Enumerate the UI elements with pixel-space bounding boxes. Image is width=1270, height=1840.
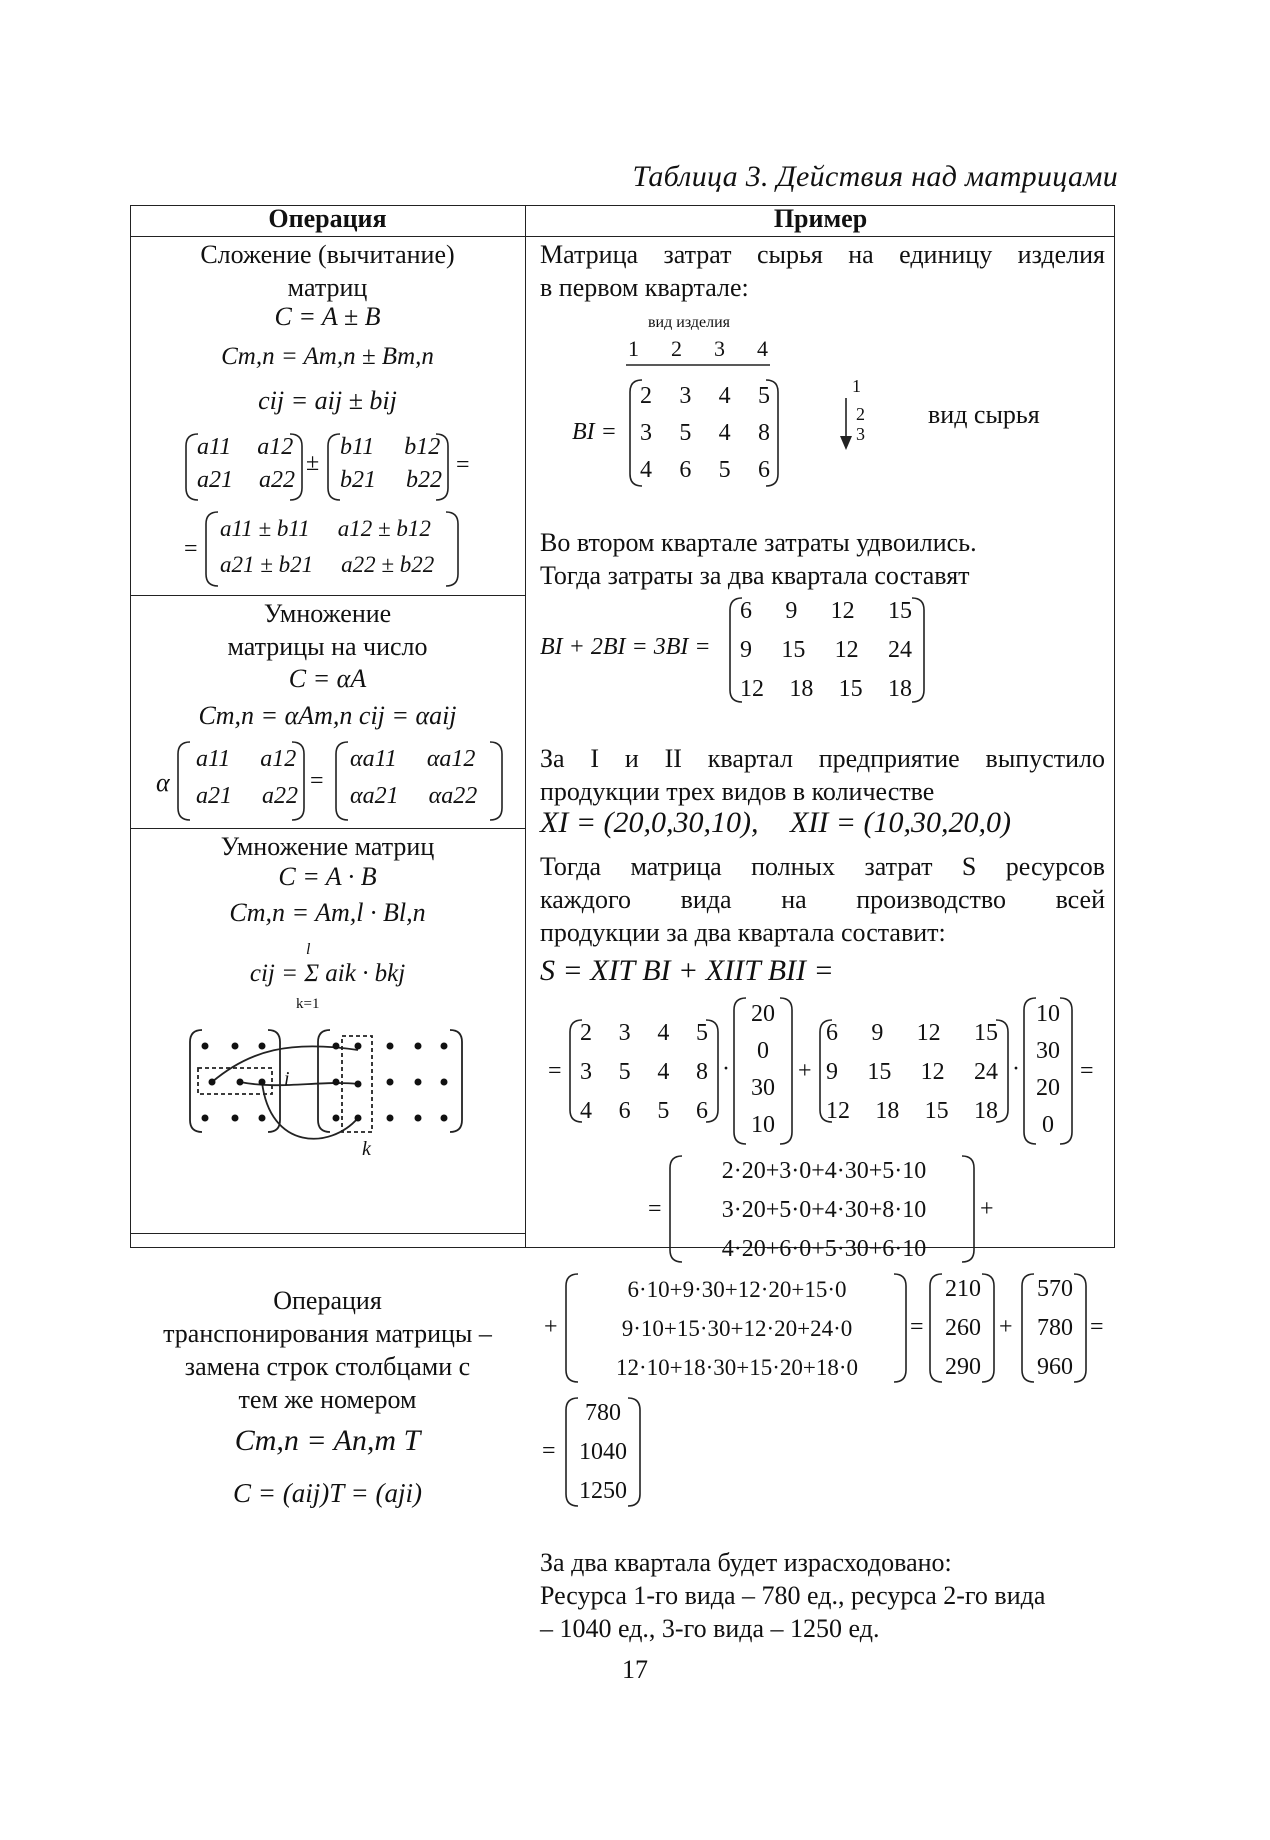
then-text: Тогда матрица полных затрат S ресурсов каждого вида на производство всей продукции за два квартала составит: — [540, 852, 1105, 947]
calc-equals-5: = — [1090, 1314, 1104, 1340]
scalar-title: Умножение матрицы на число — [227, 599, 428, 661]
xii-vector: XII = (10,30,20,0) — [790, 806, 1012, 839]
doubled-text: Во втором квартале затраты удвоились. Тогда затраты за два квартала составят — [540, 528, 977, 590]
vec-a: 20 0 30 10 — [751, 1001, 775, 1138]
calc-plus-3: + — [544, 1314, 558, 1340]
expand-b: 6·10+9·30+12·20+15·0 9·10+15·30+12·20+24·0 12·10+18·30+15·20+18·0 — [615, 1277, 859, 1380]
matmul-formula-2: Cm,n = Am,l · Bl,n — [229, 898, 426, 927]
addition-formula-2: Cm,n = Am,n ± Bm,n — [221, 343, 434, 370]
vec-b: 10 30 20 0 — [1036, 1001, 1060, 1138]
transpose-formula-2: C = (aij)T = (aji) — [233, 1478, 422, 1508]
b1-matrix: 2 3 4 5 3 5 4 8 4 6 5 6 — [640, 383, 770, 483]
conclusion-text: За два квартала будет израсходовано: Ресурса 1-го вида – 780 ед., ресурса 2-го вида – 1040 ед., 3-го вида – 1250 ед. — [540, 1548, 1046, 1643]
header-operation: Операция — [268, 204, 387, 233]
calc-dot-1: · — [722, 1056, 730, 1082]
label-k: k — [362, 1138, 371, 1160]
addition-formula-1: C = A ± B — [274, 302, 381, 331]
addition-formula-3: cij = aij ± bij — [258, 386, 397, 415]
page-number: 17 — [622, 1655, 648, 1684]
raw-numbers: 1 2 3 — [852, 376, 865, 444]
xi-vector: XI = (20,0,30,10), — [540, 806, 759, 839]
raw-label: вид сырья — [928, 400, 1040, 429]
intro-text: Матрица затрат сырья на единицу изделия в первом квартале: — [540, 240, 1105, 302]
scalar-m2: αa11 αa12 αa21 αa22 — [350, 746, 478, 809]
calc-equals-1: = — [548, 1058, 562, 1084]
b1-label: BI = — [572, 419, 617, 445]
table-caption: Таблица 3. Действия над матрицами — [632, 160, 1118, 193]
label-i: i — [284, 1068, 290, 1090]
addition-m1: a11 a12 a21 a22 — [197, 434, 295, 493]
result-b: 570 780 960 — [1037, 1276, 1073, 1380]
transpose-formula-1: Cm,n = An,m T — [234, 1424, 421, 1457]
output-text: За I и II квартал предприятие выпустило продукции трех видов в количестве — [540, 744, 1105, 806]
matmul-formula-3: cij = Σ aik · bkj — [249, 960, 406, 987]
calc-equals-6: = — [542, 1438, 556, 1464]
product-numbers: 1 2 3 4 — [628, 336, 768, 361]
product-label: вид изделия — [648, 314, 730, 331]
calc-b-matrix: 6 9 12 15 9 15 12 24 12 18 15 18 — [826, 1020, 998, 1124]
sum-label: BI + 2BI = 3BI = — [540, 634, 711, 660]
scalar-formula-2: Cm,n = αAm,n cij = αaij — [198, 701, 457, 730]
matmul-formula-1: C = A · B — [278, 862, 377, 891]
sum-upper-limit: l — [306, 941, 311, 958]
s-formula: S = XIT BI + XIIT BII = — [540, 954, 834, 987]
scalar-formula-1: C = αA — [288, 664, 367, 693]
result-a: 210 260 290 — [945, 1276, 981, 1380]
calc-equals-4: = — [910, 1314, 924, 1340]
addition-m3: a11 ± b11 a12 ± b12 a21 ± b21 a22 ± b22 — [220, 516, 435, 577]
calc-equals-2: = — [1080, 1058, 1094, 1084]
calc-dot-2: · — [1012, 1056, 1020, 1082]
calc-equals-3: = — [648, 1196, 662, 1222]
scalar-m1: a11 a12 a21 a22 — [196, 746, 298, 809]
equals-sign-3: = — [310, 768, 324, 794]
calc-plus-4: + — [999, 1314, 1013, 1340]
transpose-text: Операция транспонирования матрицы – замена строк столбцами с тем же номером — [163, 1286, 492, 1414]
addition-title: Сложение (вычитание) матриц — [200, 240, 455, 302]
expand-a: 2·20+3·0+4·30+5·10 3·20+5·0+4·30+8·10 4·20+6·0+5·30+6·10 — [721, 1158, 927, 1262]
b3-matrix: 6 9 12 15 9 15 12 24 12 18 15 18 — [740, 598, 912, 702]
sum-lower-limit: k=1 — [296, 996, 320, 1012]
calc-a-matrix: 2 3 4 5 3 5 4 8 4 6 5 6 — [580, 1020, 708, 1124]
plus-minus-sign: ± — [306, 450, 320, 476]
calc-plus-1: + — [798, 1058, 812, 1084]
calc-plus-2: + — [980, 1196, 994, 1222]
alpha-symbol: α — [156, 768, 170, 797]
equals-sign-2: = — [184, 536, 198, 562]
header-example: Пример — [773, 204, 868, 233]
equals-sign-1: = — [456, 452, 470, 478]
addition-m2: b11 b12 b21 b22 — [340, 434, 442, 493]
matmul-title: Умножение матриц — [220, 832, 435, 861]
final-result: 780 1040 1250 — [579, 1400, 627, 1504]
